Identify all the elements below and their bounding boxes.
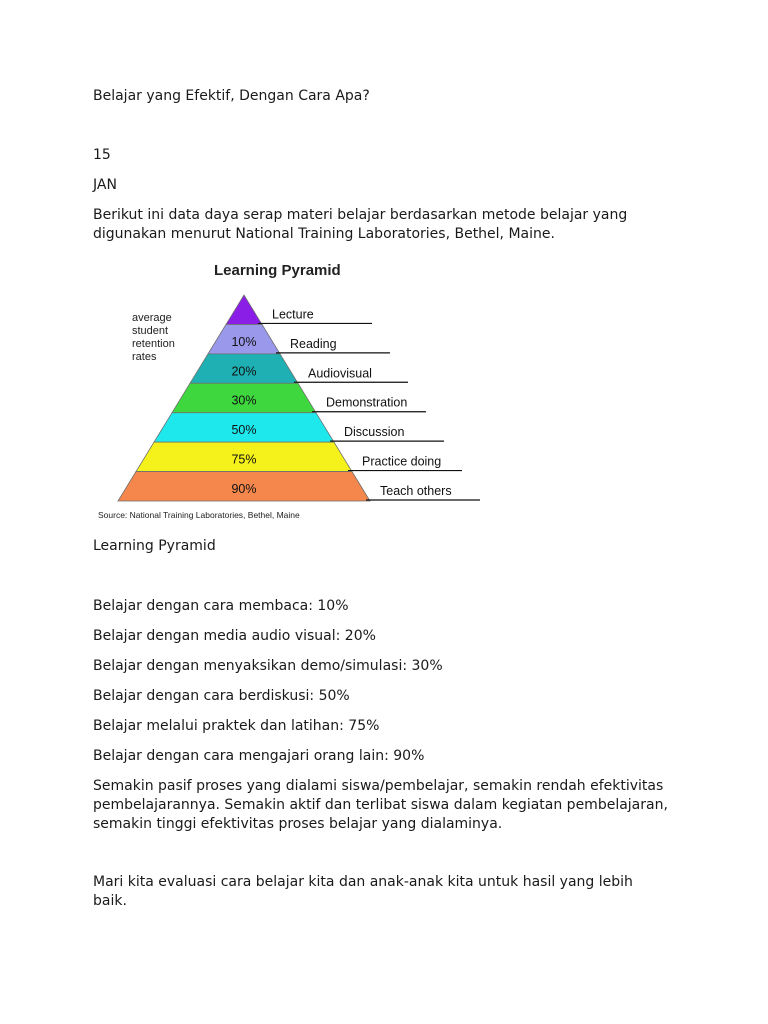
list-item: Belajar dengan menyaksikan demo/simulasi: 30%: [93, 658, 443, 674]
layer-label: Audiovisual: [308, 366, 372, 381]
layer-label: Lecture: [272, 307, 314, 322]
layer-label: Teach others: [380, 484, 452, 498]
side-label-line: rates: [132, 351, 157, 363]
layer-label: Reading: [290, 336, 337, 351]
intro-paragraph: Berikut ini data daya serap materi belajar berdasarkan metode belajar yang digunakan menurut National Training Laboratories, Bethel, Maine.: [93, 207, 628, 242]
side-label-line: student: [132, 325, 169, 337]
figure-source: Source: National Training Laboratories, Bethel, Maine: [98, 510, 300, 520]
layer-percent: 20%: [231, 364, 257, 379]
list-item: Belajar dengan media audio visual: 20%: [93, 628, 376, 644]
pyramid-layer: [226, 295, 262, 324]
list-item: Belajar dengan cara mengajari orang lain: 90%: [93, 748, 425, 764]
list-item: Belajar dengan cara membaca: 10%: [93, 598, 349, 614]
learning-pyramid-figure: [92, 255, 492, 525]
figure-caption: Learning Pyramid: [93, 538, 216, 554]
side-label-line: average: [132, 312, 172, 324]
layer-percent: 75%: [231, 452, 257, 467]
layer-percent: 30%: [231, 393, 257, 408]
date-month: JAN: [93, 177, 117, 193]
layer-label: Demonstration: [326, 395, 408, 410]
layer-percent: 10%: [231, 334, 257, 349]
side-label-line: retention: [132, 338, 175, 350]
side-label: [132, 312, 175, 363]
layer-percent: 90%: [231, 482, 257, 496]
list-item: Belajar dengan cara berdiskusi: 50%: [93, 688, 350, 704]
pyramid-layers: [118, 295, 480, 501]
figure-title: Learning Pyramid: [214, 262, 341, 279]
document-title: Belajar yang Efektif, Dengan Cara Apa?: [93, 88, 370, 104]
closing-paragraph: Mari kita evaluasi cara belajar kita dan anak-anak kita untuk hasil yang lebih baik.: [93, 874, 633, 909]
list-item: Belajar melalui praktek dan latihan: 75%: [93, 718, 380, 734]
layer-label: Practice doing: [362, 454, 442, 469]
layer-percent: 50%: [231, 423, 257, 438]
date-day: 15: [93, 147, 111, 163]
layer-label: Discussion: [344, 425, 405, 440]
summary-paragraph: Semakin pasif proses yang dialami siswa/pembelajar, semakin rendah efektivitas pembelajarannya. Semakin aktif dan terlibat siswa dalam kegiatan pembelajaran, semakin tinggi efektivitas proses belajar yang dialaminya.: [93, 778, 668, 832]
